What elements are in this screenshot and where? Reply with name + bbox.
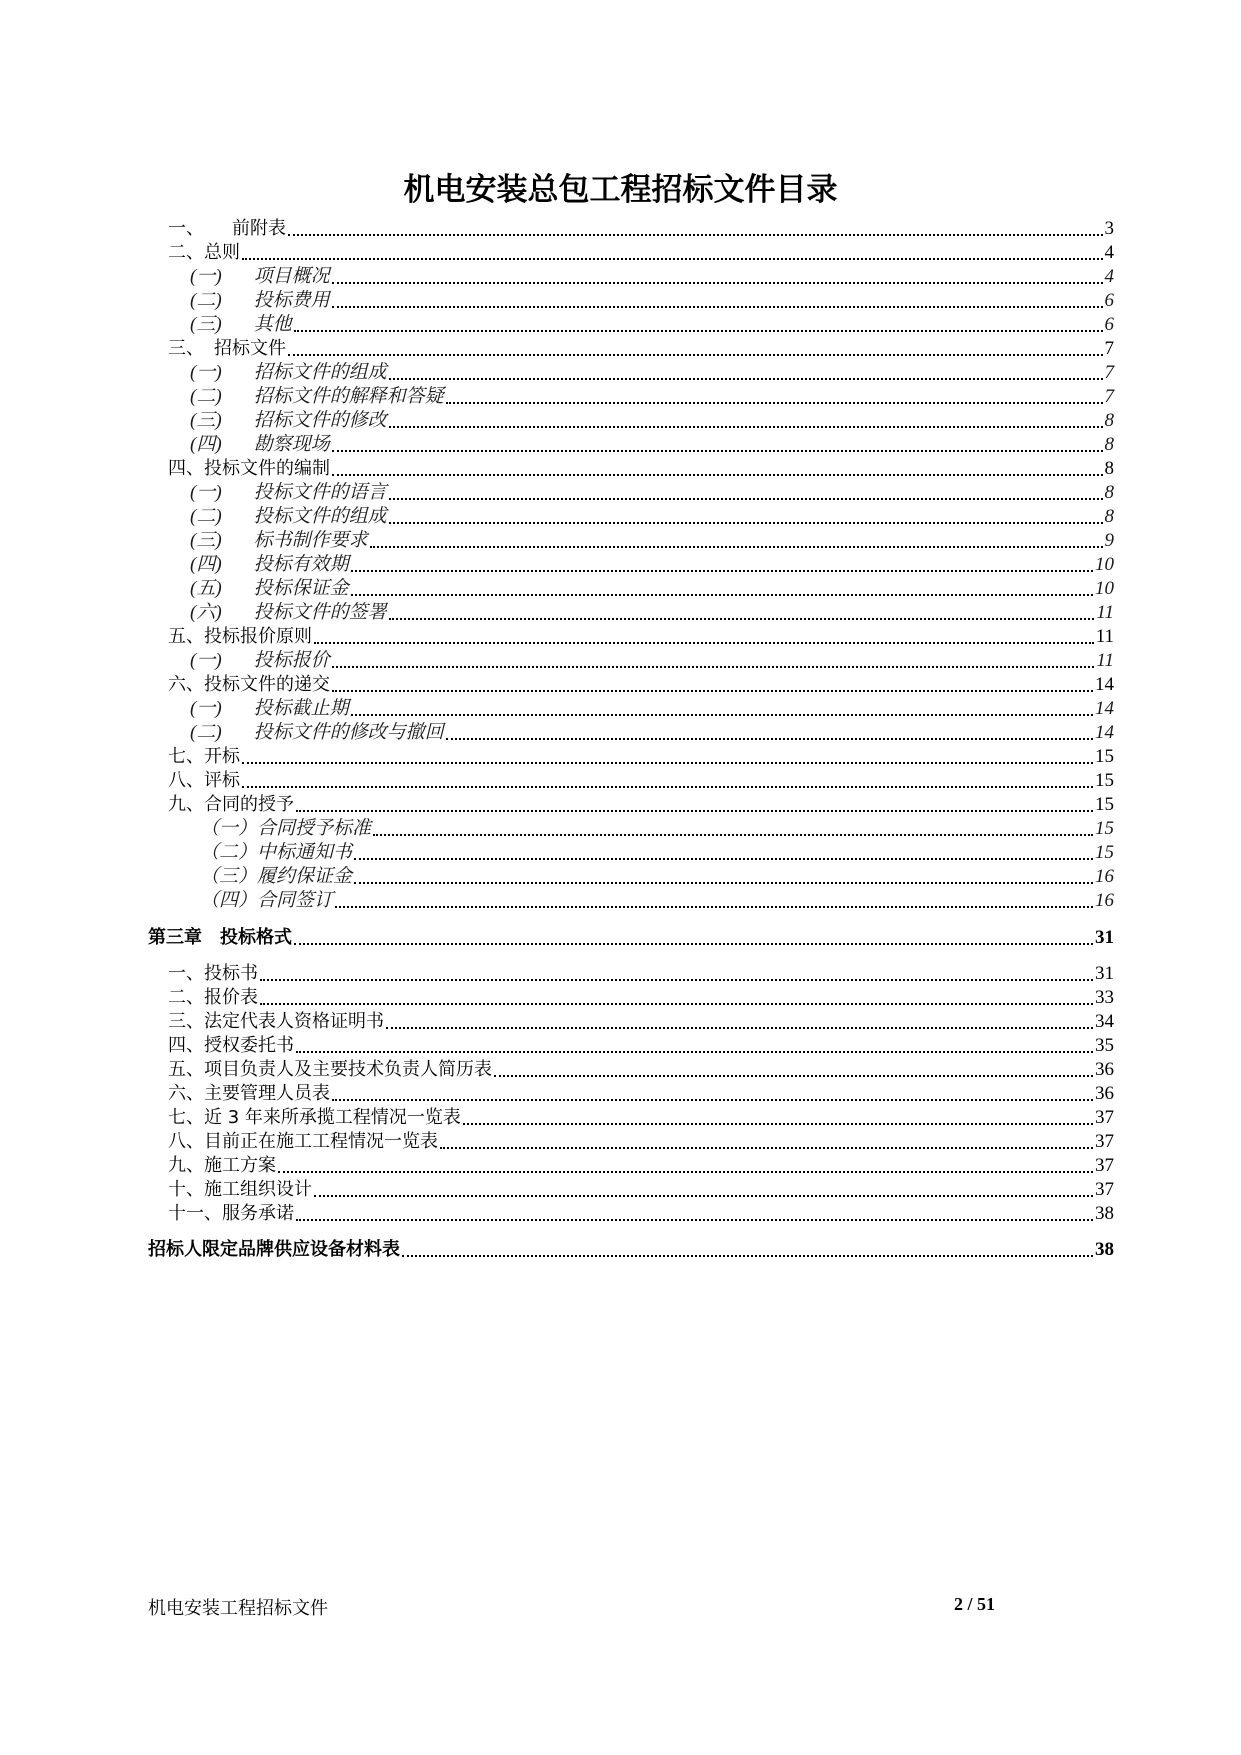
toc-entry-label: 第三章 投标格式 <box>148 927 292 948</box>
toc-entry-number: (三) <box>190 314 222 335</box>
toc-leader-dots <box>296 1050 1093 1053</box>
toc-entry[interactable] <box>168 1103 1114 1129</box>
toc-entry[interactable] <box>190 358 1114 384</box>
footer-page-total: 51 <box>977 1594 996 1614</box>
toc-leader-dots <box>332 473 1103 476</box>
toc-entry[interactable] <box>168 1079 1114 1105</box>
toc-entry-number: 二、 <box>168 242 204 263</box>
toc-entry-number: (一) <box>190 362 222 383</box>
toc-entry[interactable] <box>168 1055 1114 1081</box>
toc-entry-number: 一、 <box>168 218 204 239</box>
toc-leader-dots <box>370 545 1103 548</box>
toc-entry-label: 投标书 <box>204 963 258 984</box>
toc-entry-number: 五、 <box>168 1059 204 1080</box>
toc-leader-dots <box>288 233 1103 236</box>
toc-entry-number: 十、 <box>168 1179 204 1200</box>
toc-leader-dots <box>314 641 1094 644</box>
toc-leader-dots <box>314 1194 1093 1197</box>
toc-entry-page: 11 <box>1096 602 1114 623</box>
toc-entry-label: （二）中标通知书 <box>200 842 353 863</box>
toc-entry-number: (六) <box>190 602 222 623</box>
toc-entry-page: 15 <box>1095 746 1114 767</box>
toc-entry-label: 服务承诺 <box>222 1203 294 1224</box>
toc-entry-page: 6 <box>1104 314 1114 335</box>
toc-leader-dots <box>389 521 1103 524</box>
toc-entry[interactable] <box>168 1031 1114 1057</box>
toc-entry-number: 三、 <box>168 338 204 359</box>
toc-entry-number: 二、 <box>168 987 204 1008</box>
toc-entry-label: 投标报价原则 <box>204 626 312 647</box>
toc-entry[interactable] <box>200 862 1114 888</box>
toc-entry[interactable] <box>168 334 1114 360</box>
toc-entry-number: 四、 <box>168 1035 204 1056</box>
toc-leader-dots <box>440 1146 1093 1149</box>
toc-entry-label: （三）履约保证金 <box>200 866 353 887</box>
toc-leader-dots <box>288 353 1103 356</box>
toc-entry-page: 34 <box>1095 1011 1114 1032</box>
toc-entry-number: 八、 <box>168 770 204 791</box>
toc-entry[interactable] <box>168 214 1114 240</box>
toc-entry-page: 37 <box>1095 1107 1114 1128</box>
toc-entry-number: 七、 <box>168 1107 204 1128</box>
toc-leader-dots <box>332 689 1093 692</box>
toc-entry[interactable] <box>168 238 1114 264</box>
toc-leader-dots <box>402 1254 1093 1257</box>
toc-entry-page: 36 <box>1095 1083 1114 1104</box>
toc-entry[interactable] <box>168 790 1114 816</box>
toc-leader-dots <box>389 377 1103 380</box>
toc-entry-label: 投标有效期 <box>253 554 349 575</box>
toc-entry-label: 合同的授予 <box>204 794 294 815</box>
toc-entry[interactable] <box>190 646 1114 672</box>
toc-leader-dots <box>296 809 1093 812</box>
toc-entry-number: 七、 <box>168 746 204 767</box>
toc-entry-page: 14 <box>1095 674 1114 695</box>
toc-entry-page: 7 <box>1104 338 1114 359</box>
toc-entry-label: 投标保证金 <box>253 578 349 599</box>
footer-page-current: 2 <box>954 1594 963 1614</box>
toc-entry-number: (三) <box>190 530 222 551</box>
toc-entry-number: 四、 <box>168 458 204 479</box>
toc-entry-page: 7 <box>1104 386 1114 407</box>
toc-entry-page: 8 <box>1104 458 1114 479</box>
toc-entry-label: 项目负责人及主要技术负责人简历表 <box>204 1059 492 1080</box>
footer-doc-name: 机电安装工程招标文件 <box>148 1598 328 1619</box>
toc-entry[interactable] <box>148 1235 1114 1261</box>
toc-entry-page: 15 <box>1095 770 1114 791</box>
toc-leader-dots <box>389 617 1095 620</box>
toc-leader-dots <box>351 713 1093 716</box>
toc-leader-dots <box>354 857 1093 860</box>
toc-entry-number: 三、 <box>168 1011 204 1032</box>
toc-entry-number: 九、 <box>168 1155 204 1176</box>
toc-entry-page: 10 <box>1095 554 1114 575</box>
toc-entry[interactable] <box>190 598 1114 624</box>
toc-entry-label: 评标 <box>204 770 240 791</box>
toc-leader-dots <box>351 593 1093 596</box>
toc-leader-dots <box>332 449 1103 452</box>
toc-entry-label: 招标人限定品牌供应设备材料表 <box>148 1239 400 1260</box>
toc-leader-dots <box>463 1122 1093 1125</box>
toc-entry[interactable] <box>168 1199 1114 1225</box>
toc-entry-label: 总则 <box>204 242 240 263</box>
toc-entry[interactable] <box>190 286 1114 312</box>
toc-entry-label: 施工方案 <box>204 1155 276 1176</box>
toc-entry-label: 授权委托书 <box>204 1035 294 1056</box>
toc-entry-label: 施工组织设计 <box>204 1179 312 1200</box>
toc-entry-label: 投标文件的编制 <box>204 458 330 479</box>
toc-leader-dots <box>332 1098 1093 1101</box>
toc-entry-label: 招标文件的组成 <box>253 362 387 383</box>
toc-entry-label: 招标文件的解释和答疑 <box>253 386 444 407</box>
toc-entry[interactable] <box>168 622 1114 648</box>
toc-entry[interactable] <box>200 886 1114 912</box>
toc-entry[interactable] <box>190 526 1114 552</box>
toc-leader-dots <box>332 281 1103 284</box>
toc-entry-label: 招标文件 <box>214 338 286 359</box>
toc-entry-page: 8 <box>1104 434 1114 455</box>
toc-entry-page: 15 <box>1095 818 1114 839</box>
toc-entry-page: 36 <box>1095 1059 1114 1080</box>
toc-entry-page: 4 <box>1104 266 1114 287</box>
toc-entry[interactable] <box>190 430 1114 456</box>
toc-leader-dots <box>494 1074 1093 1077</box>
toc-entry[interactable] <box>168 670 1114 696</box>
toc-entry[interactable] <box>148 923 1114 949</box>
toc-entry-label: 投标文件的递交 <box>204 674 330 695</box>
toc-entry-label: 标书制作要求 <box>253 530 368 551</box>
toc-leader-dots <box>446 737 1093 740</box>
toc-leader-dots <box>242 761 1093 764</box>
toc-entry[interactable] <box>190 574 1114 600</box>
toc-leader-dots <box>354 881 1093 884</box>
toc-entry-label: 投标费用 <box>253 290 330 311</box>
toc-entry[interactable] <box>190 502 1114 528</box>
document-title: 机电安装总包工程招标文件目录 <box>403 172 838 208</box>
toc-entry[interactable] <box>168 1175 1114 1201</box>
toc-entry-page: 11 <box>1096 650 1114 671</box>
toc-entry-page: 3 <box>1104 218 1114 239</box>
toc-entry-label: 投标文件的签署 <box>253 602 387 623</box>
toc-entry[interactable] <box>168 766 1114 792</box>
toc-entry-label: 投标报价 <box>253 650 330 671</box>
toc-entry-label: 主要管理人员表 <box>204 1083 330 1104</box>
toc-entry[interactable] <box>190 718 1114 744</box>
toc-entry[interactable] <box>168 1007 1114 1033</box>
toc-entry-page: 11 <box>1095 626 1114 647</box>
toc-entry-page: 35 <box>1095 1035 1114 1056</box>
toc-entry[interactable] <box>190 406 1114 432</box>
toc-entry-number: (二) <box>190 290 222 311</box>
toc-leader-dots <box>332 305 1103 308</box>
toc-leader-dots <box>242 257 1103 260</box>
toc-entry-label: （四）合同签订 <box>200 890 334 911</box>
toc-leader-dots <box>260 978 1093 981</box>
toc-entry-label: 投标文件的组成 <box>253 506 387 527</box>
toc-entry-label: 报价表 <box>204 987 258 1008</box>
toc-leader-dots <box>294 329 1103 332</box>
toc-entry-page: 9 <box>1104 530 1114 551</box>
toc-leader-dots <box>373 833 1093 836</box>
toc-entry-page: 16 <box>1095 866 1114 887</box>
toc-entry[interactable] <box>190 262 1114 288</box>
toc-entry-page: 31 <box>1095 927 1114 948</box>
toc-entry-page: 6 <box>1104 290 1114 311</box>
toc-entry[interactable] <box>168 1127 1114 1153</box>
toc-entry-number: 九、 <box>168 794 204 815</box>
toc-entry-page: 37 <box>1095 1155 1114 1176</box>
toc-entry[interactable] <box>168 1151 1114 1177</box>
toc-entry[interactable] <box>190 478 1114 504</box>
toc-entry-number: 八、 <box>168 1131 204 1152</box>
toc-entry-number: 六、 <box>168 674 204 695</box>
toc-entry-page: 16 <box>1095 890 1114 911</box>
toc-entry-label: 项目概况 <box>253 266 330 287</box>
toc-entry-label: 投标文件的修改与撤回 <box>253 722 444 743</box>
toc-leader-dots <box>294 942 1093 945</box>
toc-entry-label: 前附表 <box>232 218 286 239</box>
toc-entry-label: 近 3 年来所承揽工程情况一览表 <box>204 1107 461 1128</box>
toc-leader-dots <box>389 497 1103 500</box>
toc-entry-number: 十一、 <box>168 1203 222 1224</box>
toc-entry-number: (四) <box>190 554 222 575</box>
toc-leader-dots <box>351 569 1093 572</box>
toc-entry-page: 33 <box>1095 987 1114 1008</box>
toc-entry-number: (一) <box>190 698 222 719</box>
toc-entry-number: (二) <box>190 386 222 407</box>
toc-entry-label: 开标 <box>204 746 240 767</box>
toc-leader-dots <box>389 425 1103 428</box>
toc-entry-number: 一、 <box>168 963 204 984</box>
toc-leader-dots <box>278 1170 1093 1173</box>
toc-entry[interactable] <box>168 742 1114 768</box>
toc-entry-page: 8 <box>1104 506 1114 527</box>
toc-entry[interactable] <box>168 959 1114 985</box>
toc-entry-number: (五) <box>190 578 222 599</box>
toc-entry-number: (三) <box>190 410 222 431</box>
toc-entry-label: （一）合同授予标准 <box>200 818 372 839</box>
toc-entry[interactable] <box>200 814 1114 840</box>
toc-entry-number: (四) <box>190 434 222 455</box>
toc-entry-page: 4 <box>1104 242 1114 263</box>
toc-leader-dots <box>446 401 1103 404</box>
toc-entry-page: 37 <box>1095 1131 1114 1152</box>
toc-leader-dots <box>332 665 1095 668</box>
toc-entry-page: 15 <box>1095 842 1114 863</box>
toc-entry[interactable] <box>190 382 1114 408</box>
toc-entry[interactable] <box>168 983 1114 1009</box>
toc-entry-number: (一) <box>190 650 222 671</box>
toc-entry-label: 法定代表人资格证明书 <box>204 1011 384 1032</box>
toc-leader-dots <box>335 905 1093 908</box>
toc-entry-page: 31 <box>1095 963 1114 984</box>
toc-entry-number: (一) <box>190 482 222 503</box>
toc-entry-page: 38 <box>1095 1239 1114 1260</box>
toc-entry-number: (一) <box>190 266 222 287</box>
toc-leader-dots <box>260 1002 1093 1005</box>
toc-leader-dots <box>296 1218 1093 1221</box>
toc-entry[interactable] <box>200 838 1114 864</box>
toc-entry-number: (二) <box>190 722 222 743</box>
toc-entry-page: 10 <box>1095 578 1114 599</box>
toc-entry-label: 目前正在施工工程情况一览表 <box>204 1131 438 1152</box>
toc-entry-page: 14 <box>1095 698 1114 719</box>
toc-entry[interactable] <box>168 454 1114 480</box>
toc-entry-page: 8 <box>1104 410 1114 431</box>
toc-entry[interactable] <box>190 550 1114 576</box>
toc-entry[interactable] <box>190 694 1114 720</box>
toc-entry-label: 其他 <box>253 314 292 335</box>
toc-entry-page: 8 <box>1104 482 1114 503</box>
toc-entry-number: (二) <box>190 506 222 527</box>
toc-entry-page: 14 <box>1095 722 1114 743</box>
toc-entry-label: 招标文件的修改 <box>253 410 387 431</box>
toc-entry-label: 投标文件的语言 <box>253 482 387 503</box>
toc-entry[interactable] <box>190 310 1114 336</box>
toc-entry-page: 15 <box>1095 794 1114 815</box>
footer-page-number <box>954 1594 995 1615</box>
toc-entry-page: 37 <box>1095 1179 1114 1200</box>
toc-entry-label: 勘察现场 <box>253 434 330 455</box>
toc-entry-page: 7 <box>1104 362 1114 383</box>
toc-entry-page: 38 <box>1095 1203 1114 1224</box>
toc-leader-dots <box>242 785 1093 788</box>
footer-page-separator: / <box>963 1594 978 1614</box>
toc-leader-dots <box>386 1026 1093 1029</box>
toc-entry-number: 五、 <box>168 626 204 647</box>
toc-entry-number: 六、 <box>168 1083 204 1104</box>
toc-entry-label: 投标截止期 <box>253 698 349 719</box>
